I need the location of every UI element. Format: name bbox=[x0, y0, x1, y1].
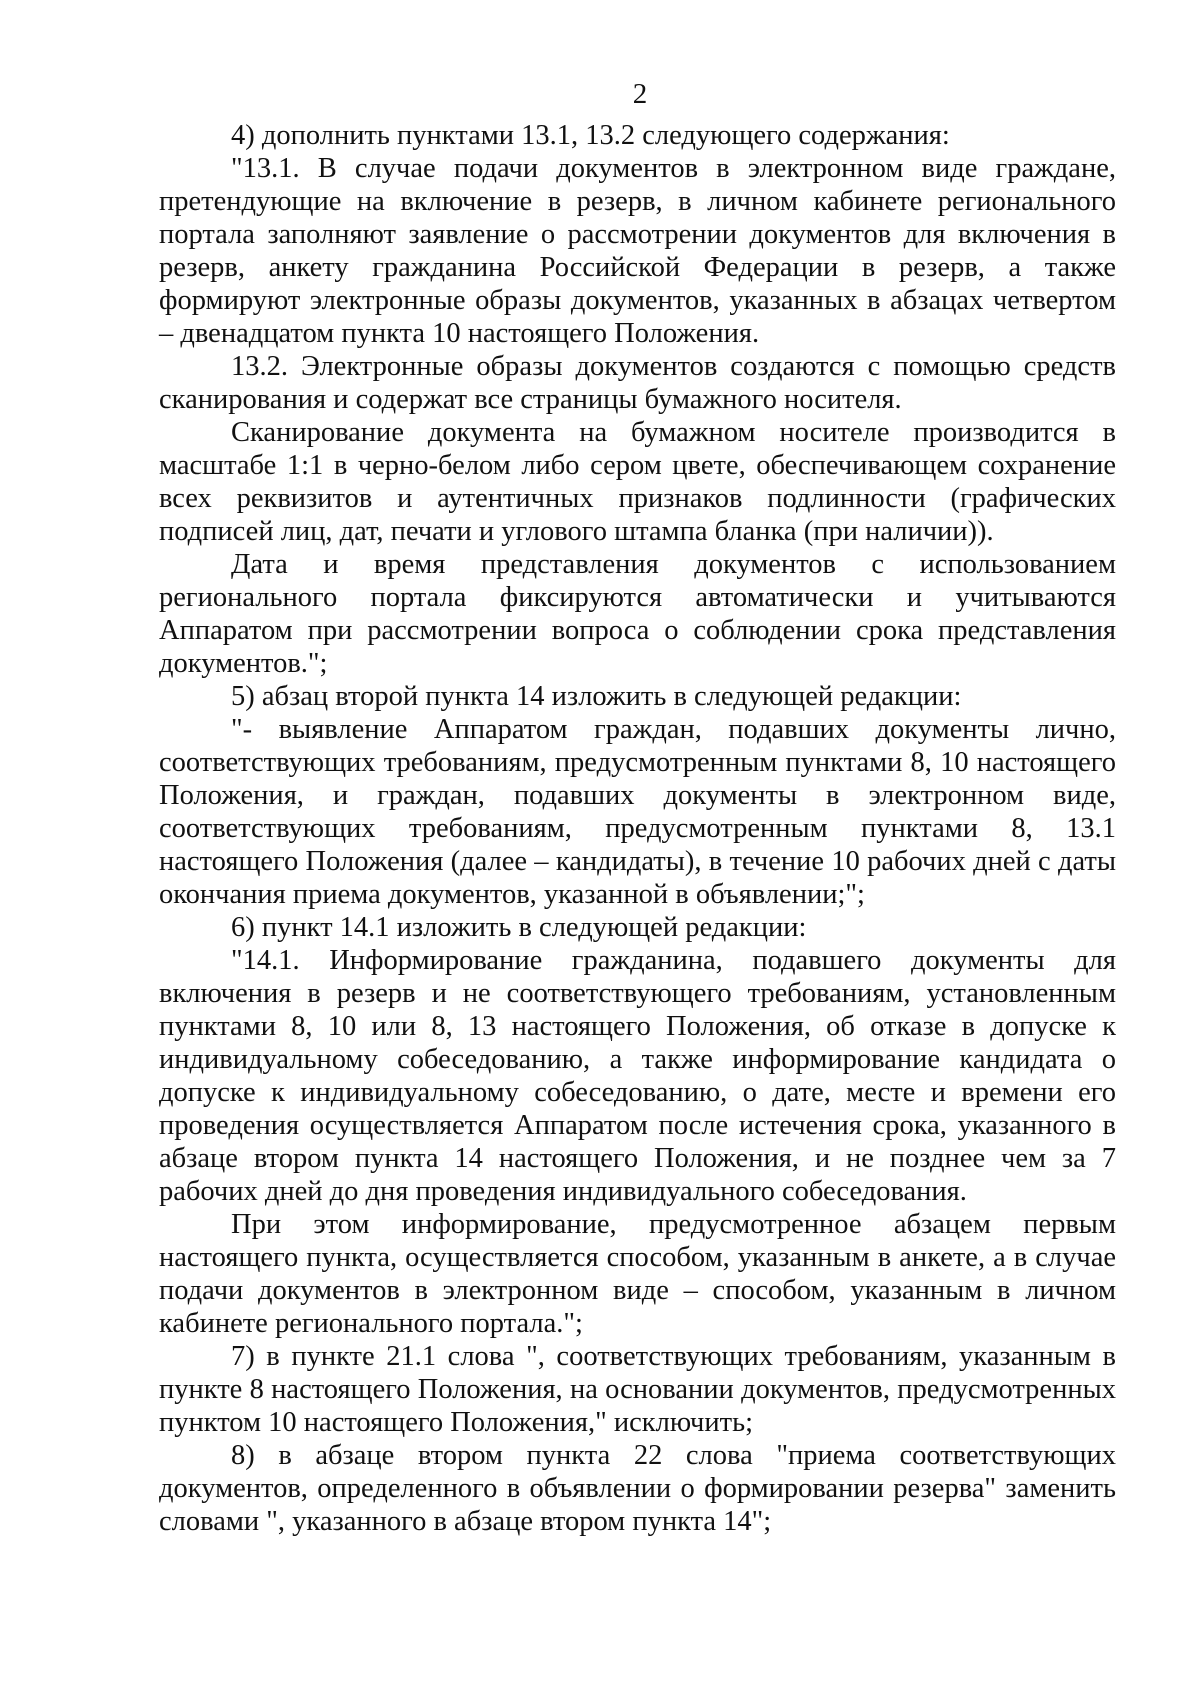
paragraph-13-2: 13.2. Электронные образы документов создаются с помощью средств сканирования и содержат все страницы бумажного носителя. bbox=[159, 351, 1116, 415]
paragraph-13-1: "13.1. В случае подачи документов в электронном виде граждане, претендующие на включение в резерв, в личном кабинете регионального портала заполняют заявление о рассмотрении документов для включения в резерв, анкету гражданина Российской Федерации в резерв, а также формируют электронные образы документов, указанных в абзацах четвертом – двенадцатом пункта 10 настоящего Положения. bbox=[159, 153, 1116, 349]
paragraph-item-8: 8) в абзаце втором пункта 22 слова "приема соответствующих документов, определенного в объявлении о формировании резерва" заменить словами ", указанного в абзаце втором пункта 14"; bbox=[159, 1440, 1116, 1537]
paragraph-item-7: 7) в пункте 21.1 слова ", соответствующих требованиям, указанным в пункте 8 настоящего Положения, на основании документов, предусмотренных пунктом 10 настоящего Положения," исключить; bbox=[159, 1341, 1116, 1438]
paragraph-identification: "- выявление Аппаратом граждан, подавших документы лично, соответствующих требованиям, предусмотренным пунктами 8, 10 настоящего Положения, и граждан, подавших документы в электронном виде, соответствующих требованиям, предусмотренным пунктами 8, 13.1 настоящего Положения (далее – кандидаты), в течение 10 рабочих дней с даты окончания приема документов, указанной в объявлении;"; bbox=[159, 714, 1116, 910]
paragraph-scanning: Сканирование документа на бумажном носителе производится в масштабе 1:1 в черно-белом либо сером цвете, обеспечивающем сохранение всех реквизитов и аутентичных признаков подлинности (графических подписей лиц, дат, печати и углового штампа бланка (при наличии)). bbox=[159, 417, 1116, 547]
paragraph-item-4: 4) дополнить пунктами 13.1, 13.2 следующего содержания: bbox=[231, 120, 950, 151]
document-body bbox=[159, 119, 1116, 1538]
paragraph-14-1: "14.1. Информирование гражданина, подавшего документы для включения в резерв и не соответствующего требованиям, установленным пунктами 8, 10 или 8, 13 настоящего Положения, об отказе в допуске к индивидуальному собеседованию, а также информирование кандидата о допуске к индивидуальному собеседованию, о дате, месте и времени его проведения осуществляется Аппаратом после истечения срока, указанного в абзаце втором пункта 14 настоящего Положения, и не позднее чем за 7 рабочих дней до дня проведения индивидуального собеседования. bbox=[159, 945, 1116, 1207]
page-number: 2 bbox=[632, 78, 648, 110]
paragraph-informing: При этом информирование, предусмотренное абзацем первым настоящего пункта, осуществляется способом, указанным в анкете, а в случае подачи документов в электронном виде – способом, указанным в личном кабинете регионального портала."; bbox=[159, 1209, 1116, 1339]
paragraph-item-6: 6) пункт 14.1 изложить в следующей редакции: bbox=[231, 912, 807, 943]
paragraph-date-time: Дата и время представления документов с использованием регионального портала фиксируются автоматически и учитываются Аппаратом при рассмотрении вопроса о соблюдении срока представления документов."; bbox=[159, 549, 1116, 679]
paragraph-item-5: 5) абзац второй пункта 14 изложить в следующей редакции: bbox=[231, 681, 962, 712]
